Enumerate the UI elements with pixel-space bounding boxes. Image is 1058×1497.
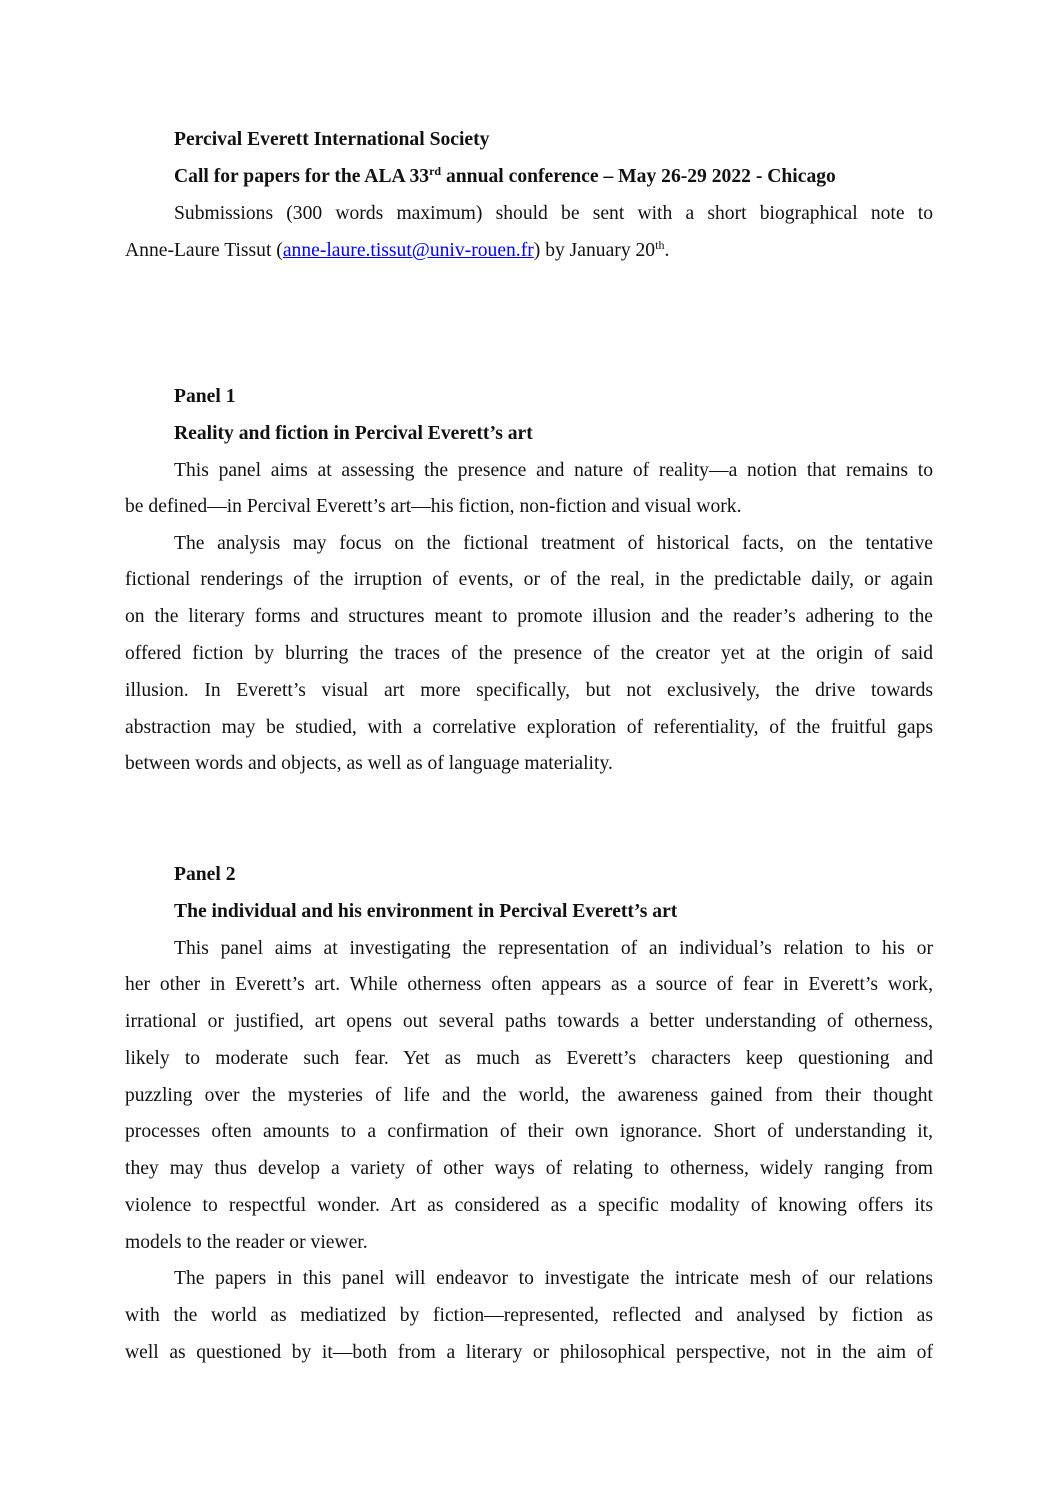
panel1-title: Reality and fiction in Percival Everett’s art	[174, 423, 533, 444]
panel2-line: with the world as mediatized by fiction—represented, reflected and analysed by fiction as	[125, 1305, 933, 1326]
email-link[interactable]: anne-laure.tissut@univ-rouen.fr	[282, 240, 534, 261]
cfp-ordinal-sup: rd	[429, 164, 442, 178]
cfp-title-suffix: annual conference – May 26-29 2022 - Chicago	[441, 166, 836, 187]
panel1-line: abstraction may be studied, with a correlative exploration of referentiality, of the fruitful gaps	[125, 717, 933, 738]
panel1-line: This panel aims at assessing the presence and nature of reality—a notion that remains to	[174, 460, 933, 481]
panel1-line: between words and objects, as well as of language materiality.	[125, 753, 613, 774]
panel2-line: they may thus develop a variety of other ways of relating to otherness, widely ranging from	[125, 1158, 933, 1179]
panel1-line: fictional renderings of the irruption of events, or of the real, in the predictable daily, or again	[125, 569, 933, 590]
panel1-line: The analysis may focus on the fictional treatment of historical facts, on the tentative	[174, 533, 933, 554]
panel2-line: likely to moderate such fear. Yet as much as Everett’s characters keep questioning and	[125, 1048, 933, 1069]
submission-line-2	[125, 239, 933, 263]
panel2-line: This panel aims at investigating the representation of an individual’s relation to his or	[174, 938, 933, 959]
panel1-line: on the literary forms and structures meant to promote illusion and the reader’s adhering to the	[125, 606, 933, 627]
panel2-line: The papers in this panel will endeavor to investigate the intricate mesh of our relations	[174, 1268, 933, 1289]
submission-end: .	[664, 240, 670, 261]
society-name: Percival Everett International Society	[174, 129, 490, 150]
panel1-line: illusion. In Everett’s visual art more specifically, but not exclusively, the drive towards	[125, 680, 933, 701]
panel2-line: models to the reader or viewer.	[125, 1232, 368, 1253]
submission-line-1: Submissions (300 words maximum) should be sent with a short biographical note to	[174, 203, 933, 224]
panel2-label: Panel 2	[174, 864, 236, 885]
panel2-line: well as questioned by it—both from a literary or philosophical perspective, not in the aim of	[125, 1342, 933, 1363]
panel1-label: Panel 1	[174, 386, 236, 407]
submission-contact-prefix: Anne-Laure Tissut (	[125, 240, 283, 261]
panel2-line: puzzling over the mysteries of life and the world, the awareness gained from their thought	[125, 1085, 933, 1106]
panel2-title: The individual and his environment in Percival Everett’s art	[174, 901, 678, 922]
panel2-line: irrational or justified, art opens out several paths towards a better understanding of otherness,	[125, 1011, 933, 1032]
deadline-ordinal-sup: th	[655, 238, 665, 252]
cfp-title-prefix: Call for papers for the ALA 33	[174, 166, 430, 187]
panel2-line: violence to respectful wonder. Art as considered as a specific modality of knowing offers its	[125, 1195, 933, 1216]
panel1-line: be defined—in Percival Everett’s art—his fiction, non-fiction and visual work.	[125, 496, 742, 517]
panel2-line: processes often amounts to a confirmation of their own ignorance. Short of understanding it,	[125, 1121, 933, 1142]
cfp-title	[174, 165, 933, 189]
panel2-line: her other in Everett’s art. While otherness often appears as a source of fear in Everett’s work,	[125, 974, 933, 995]
panel1-line: offered fiction by blurring the traces of the presence of the creator yet at the origin of said	[125, 643, 933, 664]
submission-deadline: ) by January 20	[533, 240, 656, 261]
